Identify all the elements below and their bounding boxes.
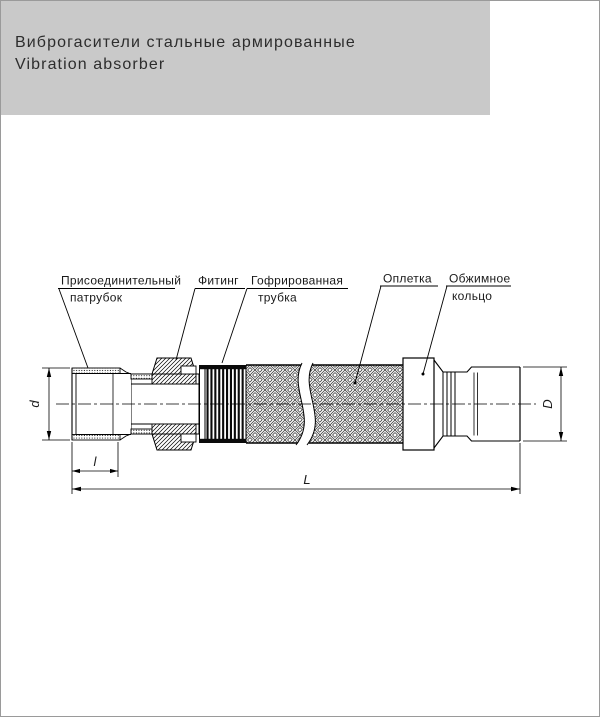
callout-crimp-ring-line1: Обжимное xyxy=(449,271,511,286)
callout-braid: Оплетка xyxy=(383,271,432,286)
dim-label-l: l xyxy=(93,454,97,469)
callout-fitting: Фитинг xyxy=(198,273,239,288)
callout-corrugated-tube-line1: Гофрированная xyxy=(251,273,344,288)
dim-label-L: L xyxy=(303,472,311,487)
callout-crimp-ring-line2: кольцо xyxy=(452,289,493,303)
dimension-l xyxy=(72,442,118,477)
title-russian: Виброгасители стальные армированные xyxy=(15,34,356,51)
callout-inlet-pipe-line2: патрубок xyxy=(70,290,123,305)
dim-label-D: D xyxy=(540,399,555,409)
callout-corrugated-tube-line2: трубка xyxy=(258,290,298,305)
callout-inlet-pipe-line1: Присоединительный xyxy=(61,273,182,288)
dimension-L xyxy=(72,442,520,494)
title-english: Vibration absorber xyxy=(15,56,166,73)
dim-label-d: d xyxy=(27,400,42,408)
